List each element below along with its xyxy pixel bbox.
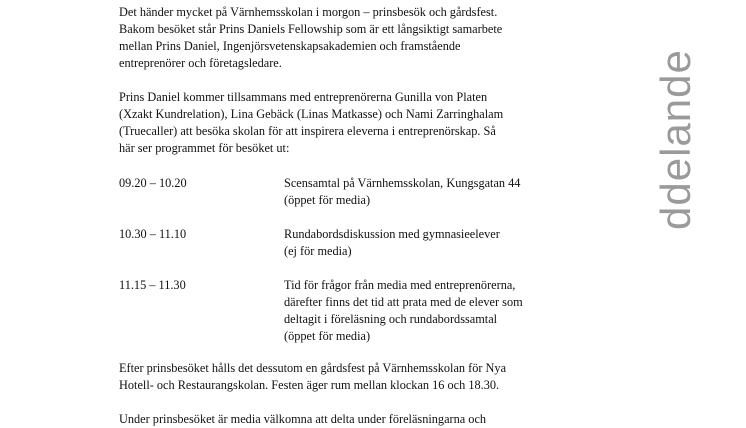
intro-line: mellan Prins Daniel, Ingenjörsvetenskapsakademien och framstående [119,39,461,53]
visit-line: (Truecaller) att besöka skolan för att inspirera eleverna i entreprenörskap. Så [119,124,496,138]
schedule-description [284,175,520,209]
intro-line: entreprenörer och företagsledare. [119,56,282,70]
schedule-desc-line: (öppet för media) [284,193,371,207]
schedule-desc-line: (ej för media) [284,244,352,258]
schedule-desc-line: (öppet för media) [284,329,371,343]
visit-line: (Xzakt Kundrelation), Lina Gebäck (Linas Matkasse) och Nami Zarringhalam [119,107,504,121]
schedule-desc-line: Tid för frågor från media med entreprenörerna, [284,278,516,292]
media-paragraph [119,411,486,428]
intro-line: Bakom besöket står Prins Daniels Fellowship som är ett långsiktigt samarbete [119,22,503,36]
schedule-desc-line: därefter finns det tid att prata med de elever som [284,295,523,309]
visit-line: här ser programmet för besöket ut: [119,141,290,155]
side-label-vertical: ddelande [652,49,699,230]
intro-line: Det händer mycket på Värnhemsskolan i morgon – prinsbesök och gårdsfest. [119,5,498,19]
visit-paragraph [119,89,503,157]
schedule-desc-line: Rundabordsdiskussion med gymnasieelever [284,227,500,241]
schedule-desc-line: deltagit i föreläsning och rundabordssamtal [284,312,498,326]
schedule-desc-line: Scensamtal på Värnhemsskolan, Kungsgatan 44 [284,176,521,190]
schedule-description [284,226,500,260]
schedule-time: 10.30 – 11.10 [119,227,187,241]
schedule-time: 09.20 – 10.20 [119,176,187,190]
media-line-cut: Under prinsbesöket är media välkomna att delta under föreläsningarna och [119,412,487,426]
schedule-time: 11.15 – 11.30 [119,278,186,292]
visit-line: Prins Daniel kommer tillsammans med entreprenörerna Gunilla von Platen [119,90,488,104]
party-line: Efter prinsbesöket hålls det dessutom en gårdsfest på Värnhemsskolan för Nya [119,361,507,375]
intro-paragraph [119,4,502,72]
schedule-description [284,277,523,345]
party-line: Hotell- och Restaurangskolan. Festen äger rum mellan klockan 16 och 18.30. [119,378,500,392]
party-paragraph [119,360,506,394]
